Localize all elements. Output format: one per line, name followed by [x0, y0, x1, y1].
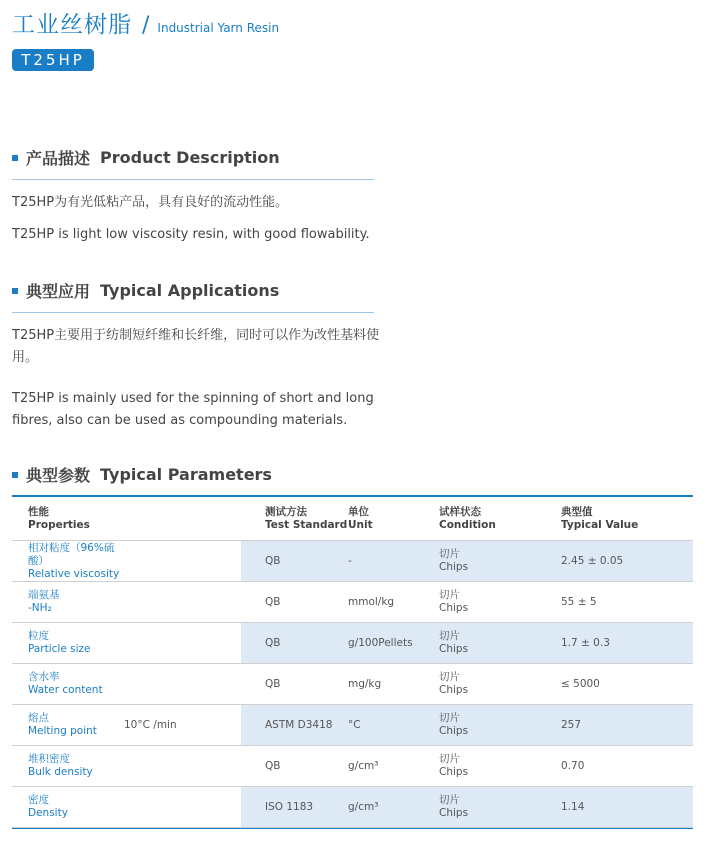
parameters-heading-cn: 典型参数: [26, 466, 91, 485]
table-row: [12, 705, 693, 746]
property-name: 密度 Density: [28, 794, 68, 819]
condition: 切片 Chips: [439, 671, 469, 696]
applications-heading-en: Typical Applications: [100, 281, 280, 300]
unit: g/cm³: [348, 759, 379, 772]
table-body: [12, 541, 693, 828]
table-row: [12, 541, 693, 582]
parameters-table: [12, 495, 693, 829]
property-name: 粒度 Particle size: [28, 630, 91, 655]
header-test-standard: 测试方法 Test Standard: [265, 505, 348, 531]
condition: 切片 Chips: [439, 712, 469, 737]
header-properties: 性能 Properties: [28, 505, 90, 531]
applications-text-en: T25HP is mainly used for the spinning of short and long fibres, also can be used as compounding materials.: [12, 391, 374, 428]
typical-value: 257: [561, 718, 582, 731]
unit: mg/kg: [348, 677, 382, 690]
table-row: [12, 582, 693, 623]
applications-divider: [12, 312, 374, 313]
description-heading-cn: 产品描述: [26, 149, 91, 168]
typical-value: 0.70: [561, 759, 585, 772]
typical-value: ≤ 5000: [561, 677, 600, 690]
table-bottom-border: [12, 828, 693, 829]
table-row: [12, 623, 693, 664]
page-header: [12, 6, 279, 39]
property-name: 相对粘度（96%硫酸） Relative viscosity: [28, 541, 120, 580]
applications-heading: [12, 279, 279, 302]
description-divider: [12, 179, 374, 180]
applications-heading-cn: 典型应用: [26, 282, 91, 301]
description-text-en: T25HP is light low viscosity resin, with good flowability.: [12, 227, 370, 242]
typical-value: 1.7 ± 0.3: [561, 636, 610, 649]
unit: -: [348, 554, 352, 567]
unit: °C: [348, 718, 361, 731]
header-typical-value: 典型值 Typical Value: [561, 505, 639, 531]
typical-value: 55 ± 5: [561, 595, 597, 608]
test-standard: QB: [265, 759, 281, 772]
condition: 切片 Chips: [439, 794, 469, 819]
property-name: 堆积密度 Bulk density: [28, 753, 93, 778]
title-separator: /: [142, 13, 150, 38]
unit: g/cm³: [348, 800, 379, 813]
test-standard: ASTM D3418: [265, 718, 333, 731]
property-name: 熔点 Melting point: [28, 712, 97, 737]
test-standard: QB: [265, 554, 281, 567]
property-name: 含水率 Water content: [28, 671, 103, 696]
test-standard: ISO 1183: [265, 800, 314, 813]
header-unit: 单位 Unit: [348, 505, 373, 531]
unit: mmol/kg: [348, 595, 395, 608]
product-code-badge: T25HP: [12, 49, 94, 71]
parameters-heading: [12, 463, 272, 486]
square-bullet-icon: [12, 288, 18, 294]
square-bullet-icon: [12, 472, 18, 478]
table-row: [12, 664, 693, 705]
test-standard: QB: [265, 636, 281, 649]
title-english: Industrial Yarn Resin: [157, 21, 280, 35]
description-heading: [12, 146, 280, 169]
applications-text-cn: T25HP主要用于纺制短纤维和长纤维，同时可以作为改性基料使用。: [12, 328, 380, 365]
condition: 切片 Chips: [439, 548, 469, 573]
typical-value: 1.14: [561, 800, 585, 813]
header-condition: 试样状态 Condition: [439, 505, 496, 531]
test-standard: QB: [265, 595, 281, 608]
title-chinese: 工业丝树脂: [12, 12, 132, 38]
test-standard: QB: [265, 677, 281, 690]
square-bullet-icon: [12, 155, 18, 161]
parameters-heading-en: Typical Parameters: [100, 465, 272, 484]
condition: 切片 Chips: [439, 630, 469, 655]
condition: 切片 Chips: [439, 589, 469, 614]
property-name: 端氨基 -NH₂: [28, 589, 60, 614]
description-text-cn: T25HP为有光低粘产品，具有良好的流动性能。: [12, 195, 289, 210]
table-header-row: [12, 497, 693, 541]
condition: 切片 Chips: [439, 753, 469, 778]
property-note: 10°C /min: [124, 718, 177, 731]
table-row: [12, 787, 693, 828]
typical-value: 2.45 ± 0.05: [561, 554, 624, 567]
description-heading-en: Product Description: [100, 148, 280, 167]
table-row: [12, 746, 693, 787]
unit: g/100Pellets: [348, 636, 413, 649]
